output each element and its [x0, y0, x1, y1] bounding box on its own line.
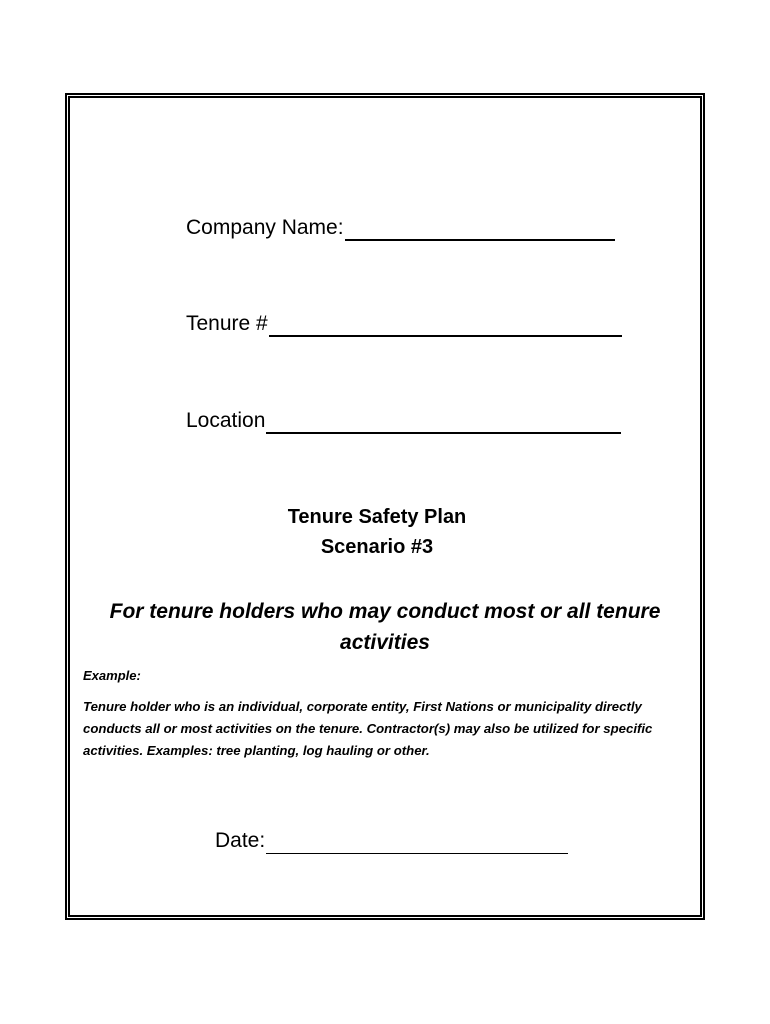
scenario-title: Scenario #3: [320, 536, 434, 558]
scenario-subtitle: For tenure holders who may conduct most or all tenure activities: [109, 600, 661, 654]
company-name-blank[interactable]: [345, 219, 615, 241]
date-blank[interactable]: [266, 833, 568, 854]
date-field: [215, 828, 568, 854]
date-label: Date:: [215, 829, 266, 852]
location-label: Location: [186, 409, 266, 432]
tenure-number-field: [186, 311, 622, 337]
tenure-number-blank[interactable]: [269, 315, 622, 337]
company-name-field: [186, 215, 615, 241]
company-name-label: Company Name:: [186, 216, 344, 239]
location-blank[interactable]: [266, 412, 621, 434]
location-field: [186, 408, 621, 434]
example-label: Example:: [83, 668, 141, 683]
document-title: Tenure Safety Plan: [287, 506, 467, 528]
example-description: Tenure holder who is an individual, corporate entity, First Nations or municipality directly conducts all or most activities on the tenure. Contractor(s) may also be utilized for specific activities. Examples: tree planting, log hauling or other.: [83, 699, 653, 758]
tenure-number-label: Tenure #: [186, 312, 268, 335]
